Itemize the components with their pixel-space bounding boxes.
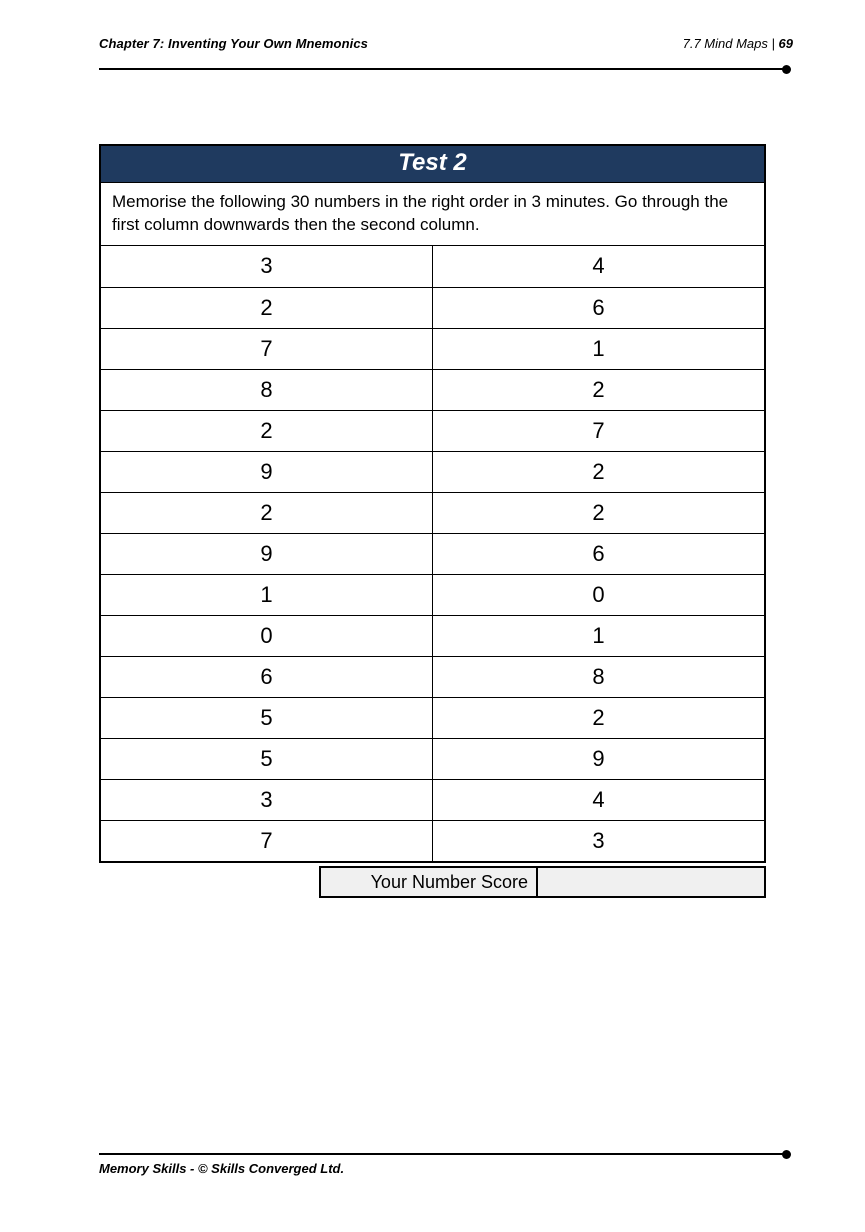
number-cell: 2 bbox=[433, 369, 765, 410]
number-cell: 3 bbox=[592, 827, 605, 853]
table-row bbox=[101, 451, 764, 492]
number-cell: 2 bbox=[101, 410, 433, 451]
number-cell: 9 bbox=[433, 738, 765, 779]
number-cell: 8 bbox=[433, 656, 765, 697]
number-cell: 7 bbox=[433, 410, 765, 451]
number-cell: 0 bbox=[101, 615, 433, 656]
table-row bbox=[101, 697, 764, 738]
table-row bbox=[101, 410, 764, 451]
header-right bbox=[683, 36, 793, 51]
number-cell: 9 bbox=[101, 451, 433, 492]
table-row bbox=[101, 820, 764, 861]
header-separator: | bbox=[771, 36, 775, 51]
number-cell: 3 bbox=[101, 779, 433, 820]
test-table bbox=[99, 144, 766, 863]
number-cell: 3 bbox=[101, 246, 433, 287]
table-row bbox=[101, 574, 764, 615]
page-number: 69 bbox=[778, 36, 793, 51]
table-title: Test 2 bbox=[398, 149, 467, 176]
number-cell: 2 bbox=[433, 492, 765, 533]
number-cell: 7 bbox=[101, 328, 433, 369]
number-cell: 1 bbox=[433, 328, 765, 369]
number-cell: 4 bbox=[433, 779, 765, 820]
number-cell: 5 bbox=[101, 738, 433, 779]
table-row bbox=[101, 246, 764, 287]
number-cell: 6 bbox=[433, 533, 765, 574]
table-row bbox=[101, 615, 764, 656]
number-cell: 2 bbox=[101, 287, 433, 328]
number-cell: 2 bbox=[433, 697, 765, 738]
header-rule bbox=[99, 68, 787, 70]
footer-rule-dot bbox=[782, 1150, 791, 1159]
header-section-label: 7.7 Mind Maps bbox=[682, 36, 768, 51]
table-row bbox=[101, 328, 764, 369]
footer-copyright: Memory Skills - © Skills Converged Ltd. bbox=[99, 1161, 345, 1176]
instruction-text: Memorise the following 30 numbers in the right order in 3 minutes. Go through the first column downwards then the second column. bbox=[101, 183, 764, 246]
score-value-cell bbox=[538, 866, 766, 898]
table-title-bar bbox=[101, 146, 764, 183]
numbers-table bbox=[101, 246, 764, 861]
table-row bbox=[101, 656, 764, 697]
header-chapter-title: Chapter 7: Inventing Your Own Mnemonics bbox=[99, 36, 368, 51]
score-row bbox=[99, 866, 766, 898]
number-cell: 6 bbox=[101, 656, 433, 697]
numbers-table-body bbox=[101, 246, 764, 861]
number-cell: 2 bbox=[433, 451, 765, 492]
score-label-cell: Your Number Score bbox=[319, 866, 538, 898]
number-cell: 7 bbox=[101, 820, 433, 861]
table-row bbox=[101, 287, 764, 328]
table-row bbox=[101, 779, 764, 820]
table-row bbox=[101, 738, 764, 779]
table-row bbox=[101, 492, 764, 533]
number-cell: 8 bbox=[101, 369, 433, 410]
table-row bbox=[101, 369, 764, 410]
number-cell: 0 bbox=[433, 574, 765, 615]
number-cell: 1 bbox=[101, 574, 433, 615]
footer-rule bbox=[99, 1153, 787, 1155]
number-cell: 1 bbox=[433, 615, 765, 656]
number-cell: 5 bbox=[101, 697, 433, 738]
number-cell: 2 bbox=[101, 492, 433, 533]
header-rule-dot bbox=[782, 65, 791, 74]
number-cell: 9 bbox=[101, 533, 433, 574]
number-cell: 4 bbox=[433, 246, 765, 287]
table-row bbox=[101, 533, 764, 574]
number-cell: 6 bbox=[433, 287, 765, 328]
